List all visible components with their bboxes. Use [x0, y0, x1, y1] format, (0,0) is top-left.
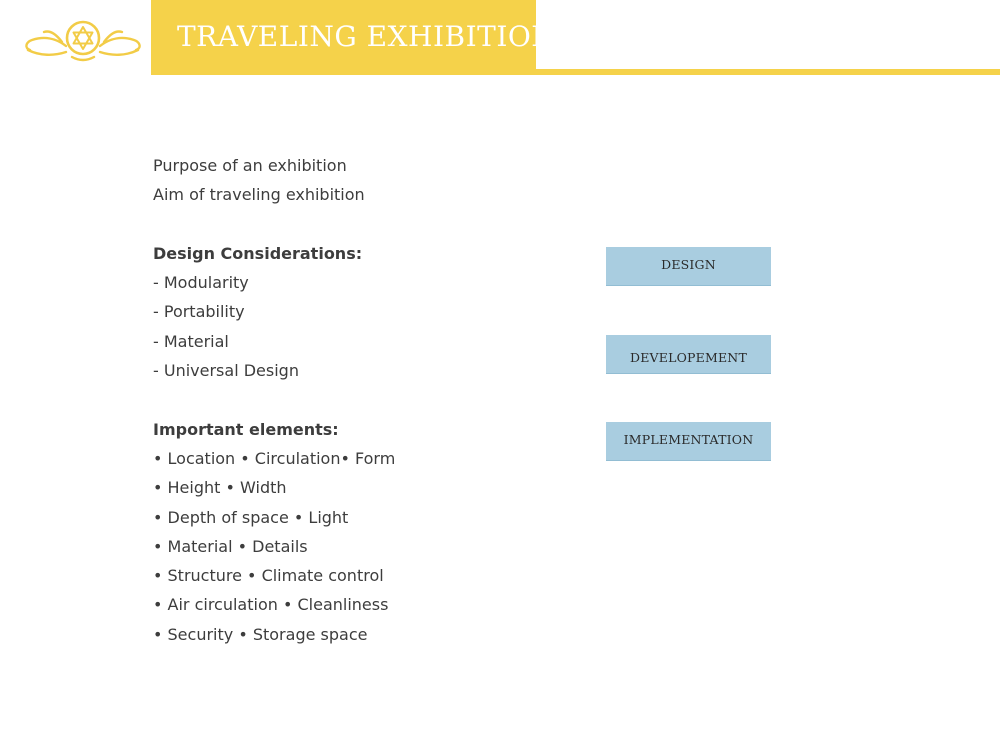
- important-element-item: • Structure • Climate control: [153, 566, 384, 586]
- important-element-item: • Depth of space • Light: [153, 507, 349, 527]
- intro-aim: Aim of traveling exhibition: [153, 185, 365, 205]
- design-consideration-item: - Universal Design: [153, 361, 299, 381]
- spacer: [153, 385, 395, 414]
- design-consideration-item: - Material: [153, 331, 229, 351]
- design-considerations-heading: Design Considerations:: [153, 243, 363, 263]
- important-element-item: • Air circulation • Cleanliness: [153, 595, 389, 615]
- design-consideration-item: - Portability: [153, 302, 245, 322]
- page-title: TRAVELING EXHIBITION: [177, 20, 557, 53]
- important-element-item: • Security • Storage space: [153, 624, 368, 644]
- important-element-item: • Location • Circulation• Form: [153, 448, 396, 468]
- star-of-david-ornament-icon: [22, 14, 144, 64]
- title-bar: [151, 0, 557, 75]
- spacer: [153, 210, 395, 239]
- important-elements-heading: Important elements:: [153, 419, 339, 439]
- content-body: [153, 151, 395, 649]
- header-rule: [536, 69, 1000, 75]
- important-element-item: • Material • Details: [153, 536, 308, 556]
- design-stage-box: DESIGN: [606, 247, 771, 286]
- important-element-item: • Height • Width: [153, 478, 287, 498]
- implementation-stage-box: IMPLEMENTATION: [606, 422, 771, 461]
- development-stage-box: DEVELOPEMENT: [606, 335, 771, 374]
- intro-purpose: Purpose of an exhibition: [153, 156, 347, 175]
- design-consideration-item: - Modularity: [153, 273, 249, 293]
